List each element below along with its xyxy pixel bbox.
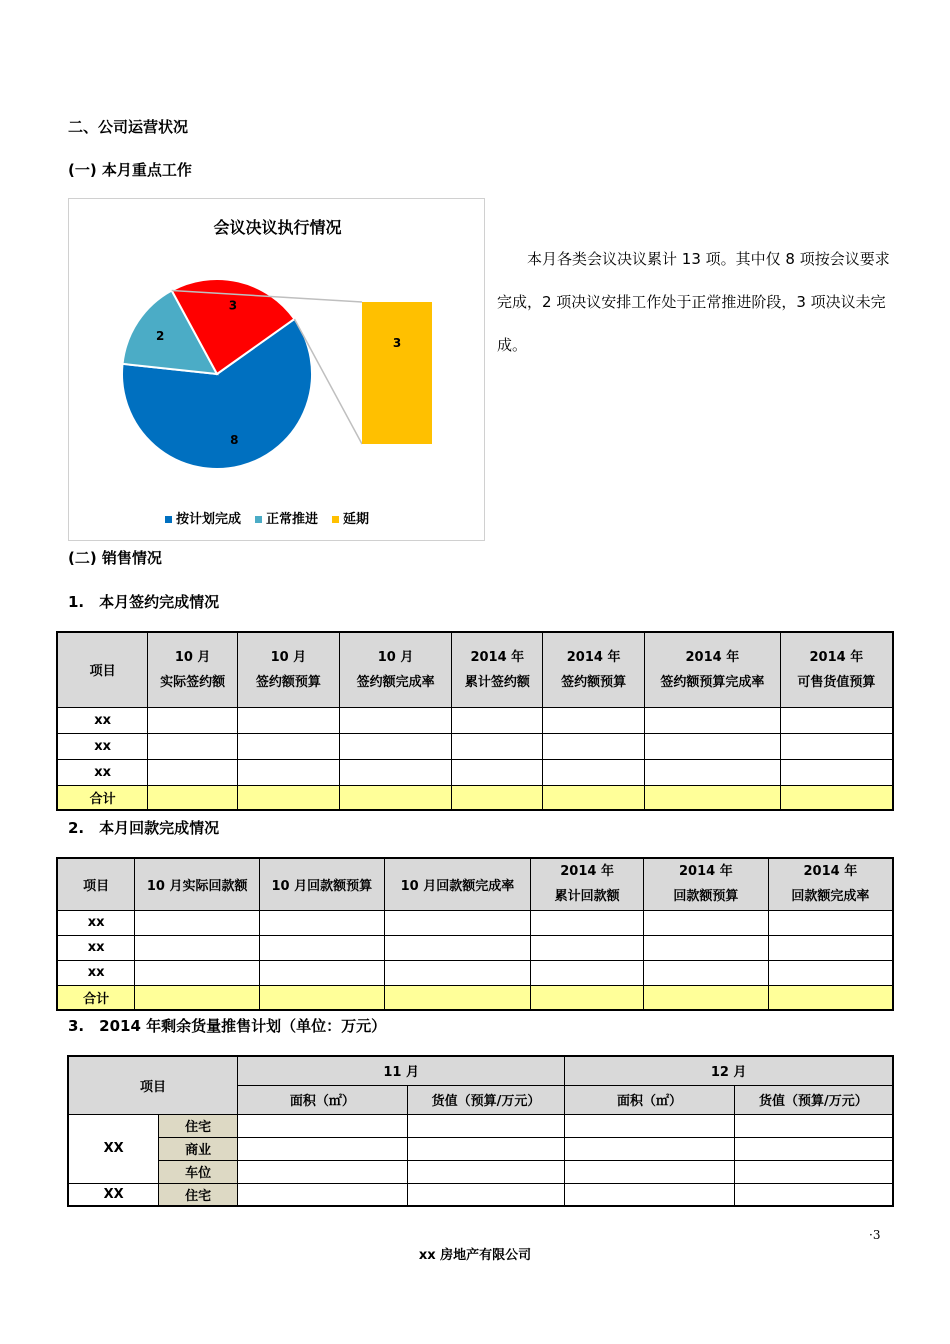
inventory-plan-table <box>67 1055 894 1207</box>
header-cell: 10 月实际回款额 <box>135 858 260 910</box>
header-cell-value: 货值（预算/万元） <box>734 1085 893 1114</box>
header-cell: 2014 年 可售货值预算 <box>780 632 893 707</box>
header-cell: 10 月回款额完成率 <box>384 858 531 910</box>
type-label: 车位 <box>159 1160 238 1183</box>
pie-label-in-progress: 2 <box>156 328 165 343</box>
total-label: 合计 <box>57 985 135 1010</box>
header-cell: 2014 年 签约额预算完成率 <box>645 632 781 707</box>
table-header-row <box>57 858 893 910</box>
header-cell: 10 月 签约额完成率 <box>339 632 452 707</box>
legend-swatch-teal <box>255 516 262 523</box>
header-cell-area: 面积（㎡） <box>565 1085 735 1114</box>
bar-label-delayed: 3 <box>392 336 402 350</box>
row-label: xx <box>57 960 135 985</box>
footer-company: xx 房地产有限公司 <box>418 1248 532 1263</box>
row-label: xx <box>57 759 148 785</box>
header-cell: 10 月 实际签约额 <box>148 632 238 707</box>
header-cell: 2014 年 回款额预算 <box>644 858 769 910</box>
table-row <box>68 1160 893 1183</box>
table-row <box>57 759 893 785</box>
legend-swatch-blue <box>165 516 172 523</box>
legend-item-delayed: 延期 <box>332 508 369 527</box>
table-row <box>57 707 893 733</box>
header-cell: 2014 年 签约额预算 <box>543 632 645 707</box>
legend-swatch-gold <box>332 516 339 523</box>
chart-title: 会议决议执行情况 <box>213 218 342 237</box>
header-cell-month: 11 月 <box>238 1056 565 1085</box>
signing-table <box>56 631 894 811</box>
header-cell-month: 12 月 <box>565 1056 893 1085</box>
header-cell: 10 月回款额预算 <box>259 858 384 910</box>
summary-paragraph: 本月各类会议决议累计 13 项。其中仅 8 项按会议要求完成，2 项决议安排工作处于正常推进阶段，3 项决议未完成。 <box>497 250 890 354</box>
row-label: xx <box>57 707 148 733</box>
row-label: xx <box>57 733 148 759</box>
type-label: 住宅 <box>159 1114 238 1137</box>
item-title-inventory-plan: 3. 2014 年剩余货量推售计划（单位：万元） <box>68 1017 387 1035</box>
header-cell: 2014 年 累计签约额 <box>452 632 543 707</box>
legend-item-in-progress: 正常推进 <box>255 508 318 527</box>
total-row <box>57 985 893 1010</box>
table-row <box>57 960 893 985</box>
bar-of-pie-delayed <box>362 302 432 444</box>
header-cell-item: 项目 <box>68 1056 238 1114</box>
type-label: 住宅 <box>159 1183 238 1206</box>
collection-table <box>56 857 894 1011</box>
group-label: XX <box>68 1183 159 1206</box>
table-header-row <box>57 632 893 707</box>
subsection-title-key-work: (一) 本月重点工作 <box>68 161 192 179</box>
table-header-row <box>68 1056 893 1085</box>
section-title: 二、公司运营状况 <box>68 118 189 136</box>
header-cell: 项目 <box>57 632 148 707</box>
header-cell-value: 货值（预算/万元） <box>407 1085 565 1114</box>
header-cell: 项目 <box>57 858 135 910</box>
header-cell: 2014 年 累计回款额 <box>531 858 644 910</box>
meeting-resolution-chart <box>68 198 485 541</box>
legend-item-on-plan: 按计划完成 <box>165 508 241 527</box>
total-label: 合计 <box>57 785 148 810</box>
table-row <box>57 910 893 935</box>
subsection-title-sales: (二) 销售情况 <box>68 549 162 567</box>
pie-label-on-plan: 8 <box>230 433 239 448</box>
pie-label-delayed: 3 <box>228 298 238 313</box>
header-cell-area: 面积（㎡） <box>238 1085 408 1114</box>
row-label: xx <box>57 935 135 960</box>
total-row <box>57 785 893 810</box>
pie-plot <box>69 199 486 542</box>
type-label: 商业 <box>159 1137 238 1160</box>
table-row <box>68 1114 893 1137</box>
page-number: ·3 <box>869 1228 881 1242</box>
header-cell: 10 月 签约额预算 <box>238 632 340 707</box>
item-title-signing: 1. 本月签约完成情况 <box>68 593 220 611</box>
header-cell: 2014 年 回款额完成率 <box>768 858 893 910</box>
chart-legend <box>165 508 369 527</box>
item-title-collection: 2. 本月回款完成情况 <box>68 819 220 837</box>
table-row <box>68 1137 893 1160</box>
table-row <box>57 733 893 759</box>
table-row <box>68 1183 893 1206</box>
group-label: XX <box>68 1114 159 1183</box>
row-label: xx <box>57 910 135 935</box>
table-row <box>57 935 893 960</box>
